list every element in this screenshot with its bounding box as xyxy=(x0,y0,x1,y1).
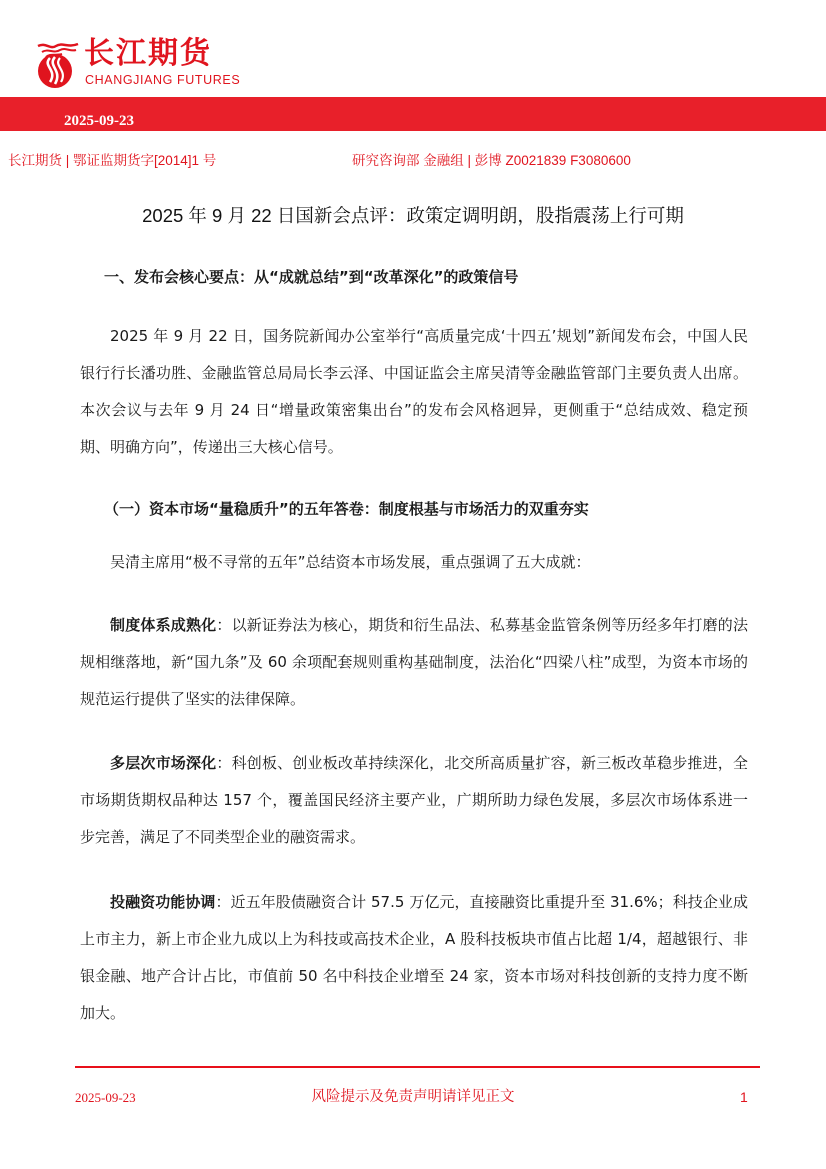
subsection-heading: （一）资本市场“量稳质升”的五年答卷：制度根基与市场活力的双重夯实 xyxy=(104,500,589,518)
list-item xyxy=(80,607,748,718)
list-item xyxy=(80,884,748,1032)
item-label: 投融资功能协调 xyxy=(110,893,216,911)
section-heading: 一、发布会核心要点：从“成就总结”到“改革深化”的政策信号 xyxy=(104,268,519,286)
header-date: 2025-09-23 xyxy=(64,113,134,129)
paragraph-intro xyxy=(80,318,748,466)
header-meta-company: 长江期货 | 鄂证监期货字[2014]1 号 xyxy=(8,153,217,168)
company-logo xyxy=(28,36,258,92)
paragraph-text: 吴清主席用“极不寻常的五年”总结资本市场发展，重点强调了五大成就： xyxy=(110,553,591,571)
paragraph-summary xyxy=(80,544,748,581)
item-text: ：以新证券法为核心，期货和衍生品法、私募基金监管条例等历经多年打磨的法规相继落地，新“国九条”及 60 余项配套规则重构基础制度，法治化“四梁八柱”成型，为资本市场的规范运行提供了坚实的法律保障。 xyxy=(80,616,748,708)
document-title: 2025 年 9 月 22 日国新会点评：政策定调明朗，股指震荡上行可期 xyxy=(142,205,684,226)
item-label: 制度体系成熟化 xyxy=(110,616,217,634)
footer-divider xyxy=(75,1066,760,1068)
page-number: 1 xyxy=(740,1089,748,1105)
list-item xyxy=(80,745,748,856)
logo-name-en: CHANGJIANG FUTURES xyxy=(85,73,241,87)
item-text: ：科创板、创业板改革持续深化，北交所高质量扩容，新三板改革稳步推进，全市场期货期权品种达 157 个，覆盖国民经济主要产业，广期所助力绿色发展，多层次市场体系进一步完善，满足了不同类型企业的融资需求。 xyxy=(80,754,748,846)
header-meta-author: 研究咨询部 金融组 | 彭博 Z0021839 F3080600 xyxy=(352,153,631,168)
phoenix-logo-icon xyxy=(28,36,84,92)
logo-name-cn: 长江期货 xyxy=(84,36,212,71)
footer-date: 2025-09-23 xyxy=(75,1090,136,1105)
paragraph-text: 2025 年 9 月 22 日，国务院新闻办公室举行“高质量完成‘十四五’规划”新闻发布会，中国人民银行行长潘功胜、金融监管总局局长李云泽、中国证监会主席吴清等金融监管部门主要负责人出席。本次会议与去年 9 月 24 日“增量政策密集出台”的发布会风格迥异，更侧重于“总结成效、稳定预期、明确方向”，传递出三大核心信号。 xyxy=(80,327,748,456)
footer-disclaimer: 风险提示及免责声明请详见正文 xyxy=(311,1089,515,1105)
item-label: 多层次市场深化 xyxy=(110,754,217,772)
item-text: ：近五年股债融资合计 57.5 万亿元，直接融资比重提升至 31.6%；科技企业成上市主力，新上市企业九成以上为科技或高技术企业，A 股科技板块市值占比超 1/4，超越银行、非银金融、地产合计占比，市值前 50 名中科技企业增至 24 家，资本市场对科技创新的支持力度不断加大。 xyxy=(80,893,748,1022)
